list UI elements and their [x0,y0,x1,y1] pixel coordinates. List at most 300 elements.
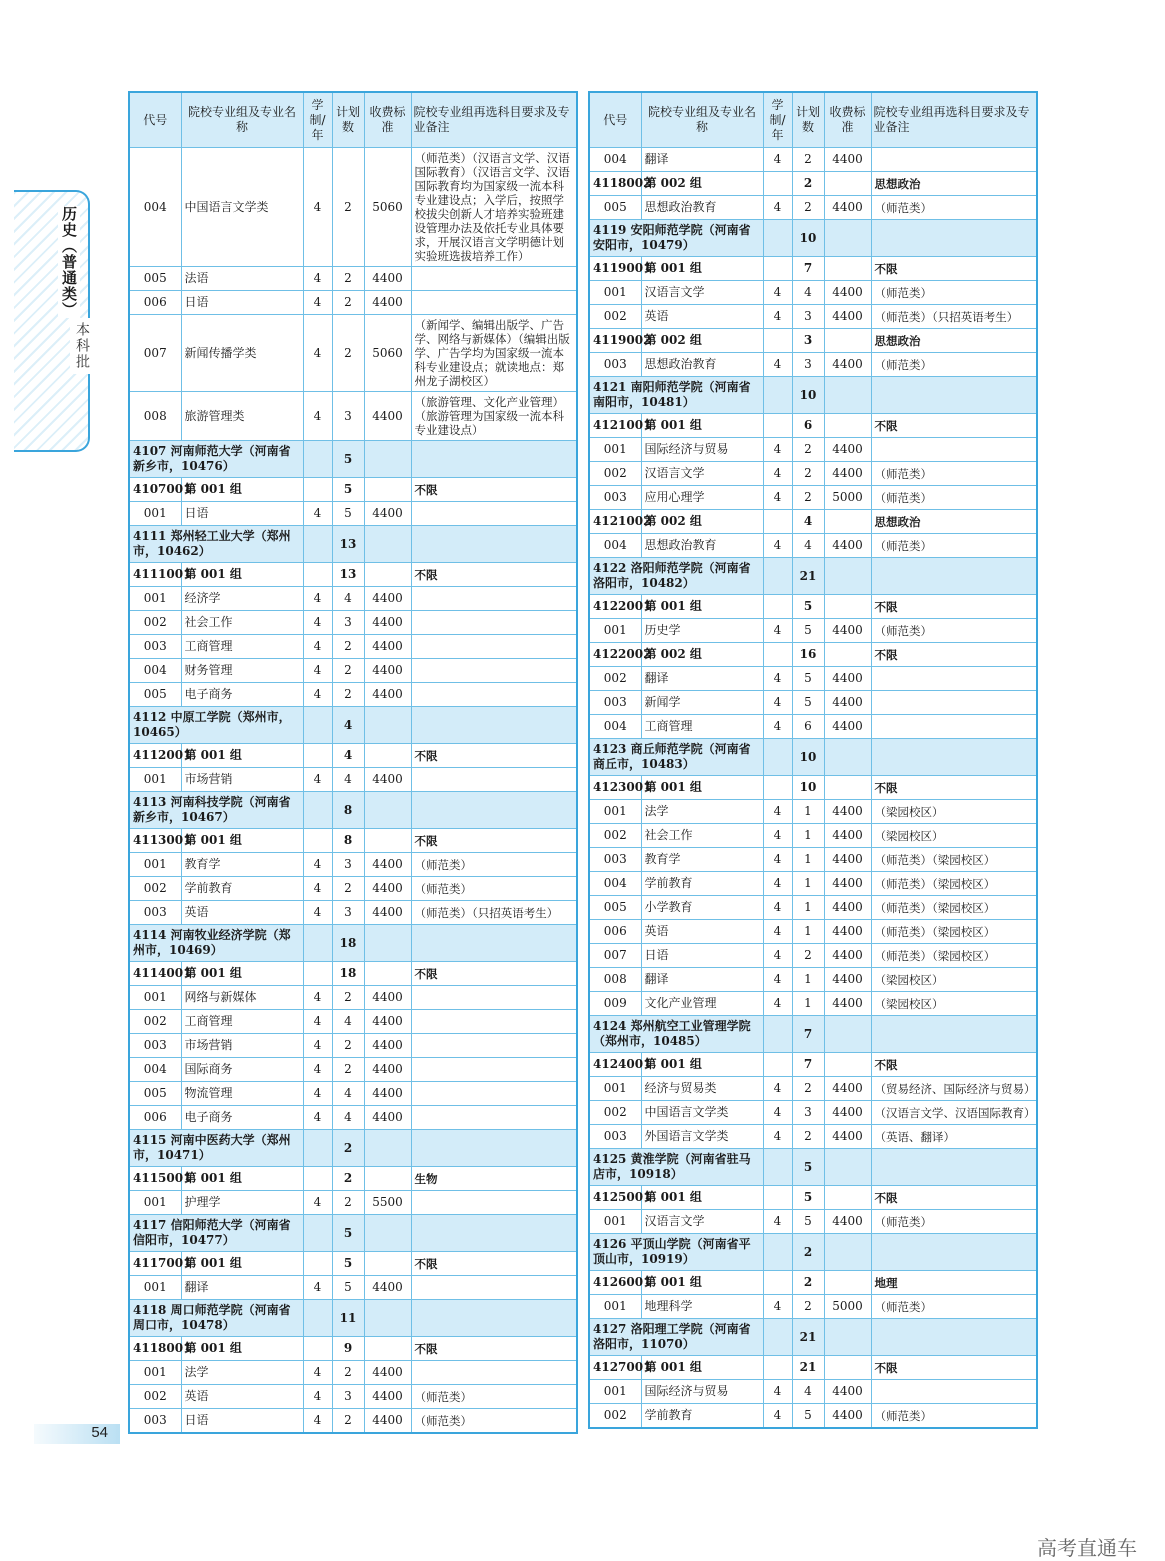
fee-cell: 4400 [364,611,411,635]
group-code: 4111001 [129,563,181,587]
years-cell [303,925,332,962]
years-cell [763,220,792,257]
note-cell: （师范类） [871,1295,1037,1319]
note-cell [871,1016,1037,1053]
major-row [129,683,577,707]
header-years: 学制/年 [763,92,792,148]
fee-cell: 4400 [364,877,411,901]
institution-row [129,441,577,478]
institution-row [589,558,1037,595]
major-name: 教育学 [181,853,303,877]
plan-cell: 3 [332,901,364,925]
institution-row [129,925,577,962]
major-name: 国际经济与贸易 [641,1380,763,1404]
fee-cell [364,563,411,587]
major-name: 法学 [181,1361,303,1385]
fee-cell [824,329,871,353]
years-cell: 4 [303,148,332,267]
years-cell: 4 [303,683,332,707]
fee-cell [824,1271,871,1295]
fee-cell [364,925,411,962]
years-cell [763,1319,792,1356]
header-fee: 收费标准 [364,92,411,148]
major-code: 004 [589,715,641,739]
group-name: 第 001 组 [641,414,763,438]
institution-row [589,377,1037,414]
years-cell: 4 [763,944,792,968]
years-cell [303,1130,332,1167]
plan-cell: 4 [332,587,364,611]
major-name: 工商管理 [181,635,303,659]
plan-cell: 2 [792,1125,824,1149]
note-cell [411,1106,577,1130]
institution-name: 4121 南阳师范学院（河南省南阳市，10481） [589,377,763,414]
group-row [129,744,577,768]
major-name: 物流管理 [181,1082,303,1106]
years-cell [763,1186,792,1210]
fee-cell [364,962,411,986]
fee-cell: 4400 [824,619,871,643]
fee-cell: 4400 [824,848,871,872]
group-name: 第 002 组 [641,172,763,196]
years-cell [763,329,792,353]
note-cell [411,1082,577,1106]
group-row [589,172,1037,196]
watermark: 高考直通车 [1037,1536,1137,1560]
subject-requirement: 不限 [411,1252,577,1276]
plan-cell: 2 [332,986,364,1010]
fee-cell: 4400 [824,1404,871,1429]
fee-cell: 4400 [824,920,871,944]
institution-name: 4115 河南中医药大学（郑州市，10471） [129,1130,303,1167]
note-cell: （师范类）（梁园校区） [871,944,1037,968]
subject-requirement: 不限 [871,776,1037,800]
plan-cell: 5 [792,1210,824,1234]
years-cell: 4 [303,1385,332,1409]
note-cell [411,587,577,611]
plan-cell: 7 [792,1053,824,1077]
fee-cell: 4400 [364,853,411,877]
note-cell [411,1300,577,1337]
years-cell: 4 [303,1010,332,1034]
plan-cell: 5 [332,441,364,478]
group-name: 第 001 组 [181,829,303,853]
plan-cell: 3 [332,392,364,441]
fee-cell: 4400 [824,1101,871,1125]
group-code: 4107001 [129,478,181,502]
years-cell: 4 [763,534,792,558]
plan-cell: 4 [792,1380,824,1404]
plan-cell: 5 [332,1276,364,1300]
major-name: 国际经济与贸易 [641,438,763,462]
plan-cell: 2 [792,486,824,510]
fee-cell: 4400 [364,291,411,315]
subject-requirement: 思想政治 [871,329,1037,353]
major-row [589,148,1037,172]
plan-cell: 4 [332,1082,364,1106]
fee-cell: 4400 [824,1210,871,1234]
fee-cell: 4400 [824,896,871,920]
major-name: 汉语言文学 [641,1210,763,1234]
group-code: 4122002 [589,643,641,667]
plan-cell: 8 [332,829,364,853]
note-cell: （师范类）（梁园校区） [871,872,1037,896]
note-cell [871,220,1037,257]
plan-cell: 13 [332,563,364,587]
fee-cell: 4400 [364,392,411,441]
fee-cell [824,257,871,281]
note-cell [871,1149,1037,1186]
fee-cell [824,1016,871,1053]
major-code: 001 [589,619,641,643]
major-name: 日语 [181,291,303,315]
group-code: 4113001 [129,829,181,853]
major-name: 小学教育 [641,896,763,920]
subject-requirement: 地理 [871,1271,1037,1295]
major-code: 004 [129,1058,181,1082]
years-cell: 4 [763,148,792,172]
fee-cell: 4400 [824,353,871,377]
major-code: 005 [129,1082,181,1106]
plan-cell: 2 [332,148,364,267]
years-cell [763,172,792,196]
subject-requirement: 不限 [871,1186,1037,1210]
header-note: 院校专业组再选科目要求及专业备注 [411,92,577,148]
note-cell: （师范类） [871,619,1037,643]
major-code: 009 [589,992,641,1016]
note-cell: （英语、翻译） [871,1125,1037,1149]
major-name: 文化产业管理 [641,992,763,1016]
major-code: 005 [589,896,641,920]
note-cell: （师范类）（梁园校区） [871,896,1037,920]
major-code: 004 [589,148,641,172]
major-row [589,1125,1037,1149]
group-code: 4114001 [129,962,181,986]
page-number [34,1424,120,1444]
plan-cell: 4 [332,768,364,792]
plan-cell: 5 [792,667,824,691]
major-name: 日语 [181,502,303,526]
group-code: 4118002 [589,172,641,196]
group-code: 4121002 [589,510,641,534]
years-cell: 4 [763,1077,792,1101]
years-cell: 4 [763,968,792,992]
major-row [589,1295,1037,1319]
fee-cell: 4400 [824,715,871,739]
major-code: 004 [589,872,641,896]
fee-cell: 4400 [364,267,411,291]
note-cell [411,1058,577,1082]
fee-cell: 4400 [824,1077,871,1101]
group-name: 第 002 组 [641,329,763,353]
major-row [129,1106,577,1130]
plan-cell: 2 [332,1034,364,1058]
plan-cell: 1 [792,824,824,848]
major-row [589,691,1037,715]
note-cell [871,148,1037,172]
institution-name: 4114 河南牧业经济学院（郑州市，10469） [129,925,303,962]
major-row [589,281,1037,305]
major-name: 翻译 [641,667,763,691]
fee-cell: 4400 [824,800,871,824]
fee-cell: 4400 [824,305,871,329]
years-cell [763,739,792,776]
major-code: 001 [129,1191,181,1215]
plan-cell: 2 [332,683,364,707]
fee-cell: 4400 [364,683,411,707]
major-row [129,1361,577,1385]
major-name: 教育学 [641,848,763,872]
major-name: 英语 [641,305,763,329]
group-row [589,1053,1037,1077]
group-row [129,1252,577,1276]
years-cell [303,478,332,502]
plan-cell: 3 [792,329,824,353]
fee-cell: 4400 [824,438,871,462]
major-name: 工商管理 [181,1010,303,1034]
fee-cell: 4400 [364,1276,411,1300]
table-header [129,92,577,148]
major-name: 新闻传播学类 [181,315,303,392]
group-name: 第 001 组 [181,962,303,986]
fee-cell: 4400 [364,1385,411,1409]
years-cell: 4 [763,715,792,739]
fee-cell: 4400 [364,1010,411,1034]
major-code: 001 [129,768,181,792]
fee-cell: 4400 [364,1058,411,1082]
note-cell: （师范类）（只招英语考生） [871,305,1037,329]
fee-cell: 5500 [364,1191,411,1215]
institution-row [129,1130,577,1167]
major-row [589,353,1037,377]
group-code: 4126001 [589,1271,641,1295]
years-cell: 4 [763,305,792,329]
institution-row [589,1234,1037,1271]
major-code: 006 [589,920,641,944]
major-name: 护理学 [181,1191,303,1215]
major-code: 002 [589,1101,641,1125]
institution-row [129,526,577,563]
page-number-text: 54 [91,1424,108,1441]
group-name: 第 001 组 [641,1186,763,1210]
years-cell: 4 [303,768,332,792]
note-cell: （贸易经济、国际经济与贸易） [871,1077,1037,1101]
plan-cell: 1 [792,920,824,944]
major-code: 003 [589,1125,641,1149]
years-cell: 4 [763,462,792,486]
note-cell [411,267,577,291]
major-name: 中国语言文学类 [181,148,303,267]
group-code: 4112001 [129,744,181,768]
years-cell [303,441,332,478]
plan-cell: 5 [332,502,364,526]
fee-cell: 4400 [824,1125,871,1149]
major-row [589,305,1037,329]
plan-cell: 1 [792,800,824,824]
major-name: 中国语言文学类 [641,1101,763,1125]
group-row [589,329,1037,353]
plan-cell: 5 [792,691,824,715]
group-name: 第 002 组 [641,643,763,667]
plan-cell: 21 [792,1319,824,1356]
years-cell: 4 [763,353,792,377]
note-cell [871,558,1037,595]
fee-cell: 4400 [824,534,871,558]
note-cell [871,715,1037,739]
group-code: 4123001 [589,776,641,800]
note-cell [411,1215,577,1252]
header-fee: 收费标准 [824,92,871,148]
major-row [589,462,1037,486]
major-name: 汉语言文学 [641,462,763,486]
fee-cell: 4400 [824,691,871,715]
major-name: 英语 [181,901,303,925]
fee-cell [364,478,411,502]
major-name: 翻译 [641,968,763,992]
major-row [589,896,1037,920]
plan-cell: 3 [332,853,364,877]
major-name: 日语 [181,1409,303,1434]
plan-cell: 10 [792,776,824,800]
major-code: 001 [129,1276,181,1300]
major-row [589,824,1037,848]
fee-cell [364,792,411,829]
major-row [589,715,1037,739]
plan-cell: 16 [792,643,824,667]
major-row [129,986,577,1010]
years-cell: 4 [303,267,332,291]
note-cell: （师范类）（梁园校区） [871,848,1037,872]
fee-cell [364,1300,411,1337]
fee-cell: 5000 [824,1295,871,1319]
major-name: 网络与新媒体 [181,986,303,1010]
institution-name: 4117 信阳师范大学（河南省信阳市，10477） [129,1215,303,1252]
years-cell [303,829,332,853]
table-header [589,92,1037,148]
group-name: 第 001 组 [641,595,763,619]
group-row [129,1167,577,1191]
major-code: 008 [129,392,181,441]
note-cell [411,1034,577,1058]
major-row [589,1077,1037,1101]
note-cell: （师范类） [871,1210,1037,1234]
group-row [589,1356,1037,1380]
major-row [589,920,1037,944]
fee-cell: 4400 [824,872,871,896]
major-name: 法学 [641,800,763,824]
plan-cell: 2 [792,1271,824,1295]
years-cell: 4 [303,986,332,1010]
right-table [588,91,1036,1429]
group-name: 第 001 组 [181,1252,303,1276]
major-name: 历史学 [641,619,763,643]
group-row [589,776,1037,800]
plan-cell: 3 [332,611,364,635]
header-name: 院校专业组及专业名称 [181,92,303,148]
subject-requirement: 生物 [411,1167,577,1191]
fee-cell [824,1053,871,1077]
plan-cell: 2 [792,944,824,968]
plan-cell: 5 [792,1186,824,1210]
years-cell [763,1053,792,1077]
plan-cell: 5 [332,478,364,502]
plan-cell: 7 [792,1016,824,1053]
plan-cell: 4 [792,510,824,534]
note-cell: （师范类） [871,353,1037,377]
major-row [129,1010,577,1034]
major-code: 004 [129,148,181,267]
years-cell [763,558,792,595]
plan-cell: 2 [792,1077,824,1101]
note-cell: （师范类） [411,853,577,877]
major-name: 工商管理 [641,715,763,739]
subject-requirement: 不限 [411,478,577,502]
major-row [129,853,577,877]
fee-cell [824,510,871,534]
major-code: 006 [129,291,181,315]
major-code: 003 [129,901,181,925]
major-row [589,1404,1037,1429]
major-name: 电子商务 [181,683,303,707]
years-cell [303,563,332,587]
years-cell [763,1271,792,1295]
major-row [589,486,1037,510]
major-row [129,1276,577,1300]
major-row [129,392,577,441]
years-cell: 4 [763,281,792,305]
fee-cell [364,1167,411,1191]
fee-cell [364,441,411,478]
years-cell: 4 [763,691,792,715]
years-cell [763,1234,792,1271]
note-cell: （梁园校区） [871,992,1037,1016]
group-name: 第 001 组 [181,744,303,768]
group-row [589,595,1037,619]
major-row [129,659,577,683]
major-row [589,667,1037,691]
plan-cell: 2 [332,1191,364,1215]
years-cell: 4 [303,659,332,683]
major-row [129,1058,577,1082]
major-row [129,1034,577,1058]
major-row [589,968,1037,992]
institution-row [129,1300,577,1337]
plan-cell: 5 [332,1215,364,1252]
major-row [589,800,1037,824]
fee-cell: 4400 [824,667,871,691]
years-cell [763,510,792,534]
subject-requirement: 思想政治 [871,172,1037,196]
fee-cell: 4400 [364,587,411,611]
major-code: 003 [589,848,641,872]
fee-cell [364,744,411,768]
note-cell [871,691,1037,715]
major-row [589,438,1037,462]
major-row [129,267,577,291]
note-cell [411,291,577,315]
major-row [129,611,577,635]
plan-cell: 2 [792,1295,824,1319]
plan-cell: 21 [792,558,824,595]
fee-cell [364,1130,411,1167]
major-code: 001 [129,853,181,877]
major-code: 007 [129,315,181,392]
note-cell: （师范类） [411,877,577,901]
major-name: 经济学 [181,587,303,611]
institution-name: 4125 黄淮学院（河南省驻马店市，10918） [589,1149,763,1186]
years-cell: 4 [303,611,332,635]
fee-cell: 5060 [364,315,411,392]
